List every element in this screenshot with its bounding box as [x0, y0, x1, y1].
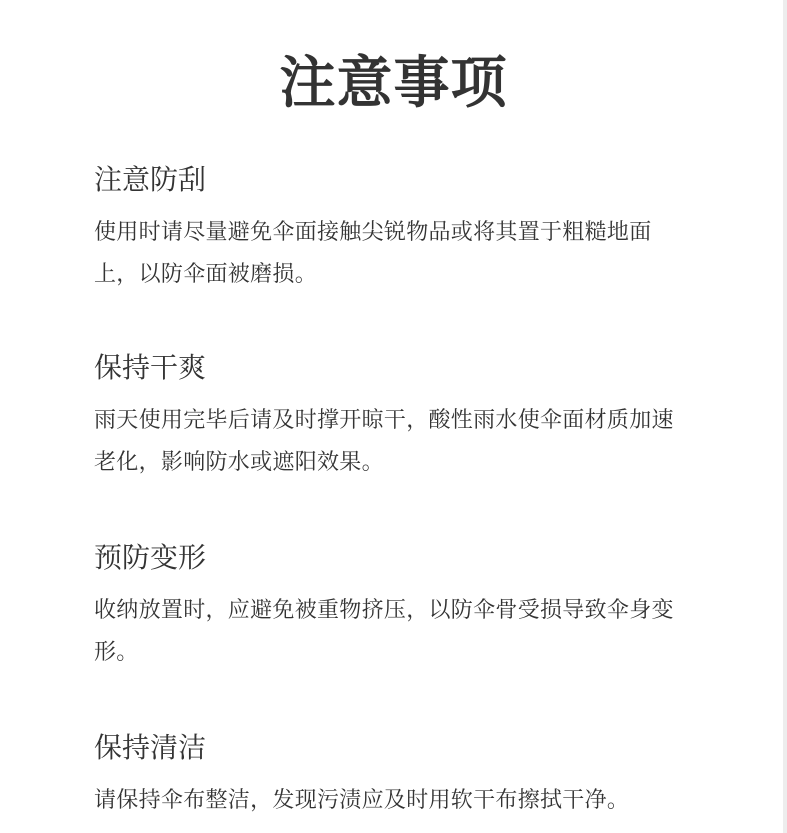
page-right-border	[783, 0, 787, 833]
page-title: 注意事项	[279, 51, 508, 116]
section-heading: 保持清洁	[94, 731, 207, 764]
care-section-dry	[94, 350, 674, 484]
section-heading: 保持干爽	[94, 351, 207, 384]
section-body: 收纳放置时，应避免被重物挤压，以防伞骨受损导致伞身变形。	[94, 598, 674, 665]
section-body: 雨天使用完毕后请及时撑开晾干，酸性雨水使伞面材质加速老化，影响防水或遮阳效果。	[94, 408, 674, 475]
section-heading: 注意防刮	[94, 163, 207, 196]
care-section-deformation	[94, 540, 674, 674]
section-body: 使用时请尽量避免伞面接触尖锐物品或将其置于粗糙地面上，以防伞面被磨损。	[94, 220, 652, 287]
section-body: 请保持伞布整洁，发现污渍应及时用软干布擦拭干净。	[94, 788, 630, 813]
care-section-scratch	[94, 162, 674, 296]
care-section-clean	[94, 730, 674, 822]
section-heading: 预防变形	[94, 541, 207, 574]
